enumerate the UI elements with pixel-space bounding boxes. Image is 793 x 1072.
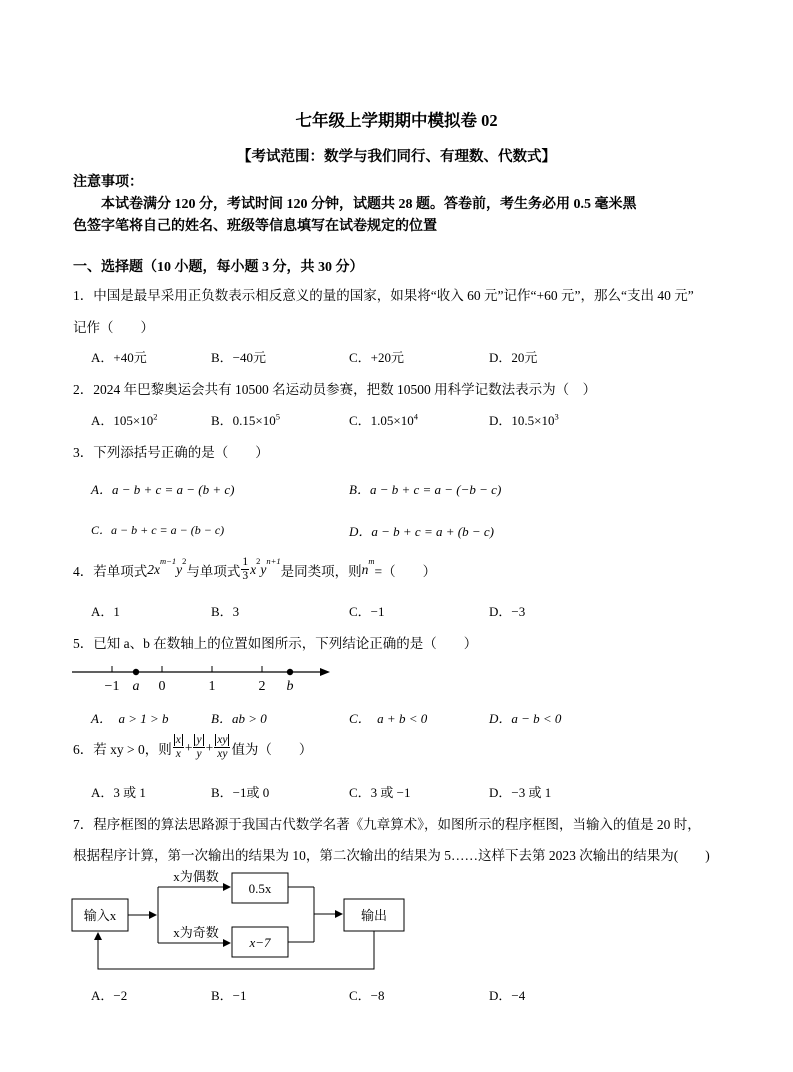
q7-option-c: C．−8 xyxy=(349,988,385,1003)
q5-stem: 5．已知 a、b 在数轴上的位置如图所示，下列结论正确的是（ ） xyxy=(73,636,478,651)
q1-option-b: B．−40元 xyxy=(211,350,267,365)
q3-option-b: B．a − b + c = a − (−b − c) xyxy=(349,482,502,497)
q1-option-c: C．+20元 xyxy=(349,350,405,365)
q7-stem-line-2: 根据程序计算，第一次输出的结果为 10，第二次输出的结果为 5……这样下去第 2023 次输出的结果为( ) xyxy=(73,848,710,863)
tick-label-1: 1 xyxy=(208,679,216,694)
tick-label-2: 2 xyxy=(258,679,266,694)
flow-even-box-label: 0.5x xyxy=(248,881,272,896)
q5-option-d: D．a − b < 0 xyxy=(489,711,562,726)
q4-option-b: B．3 xyxy=(211,604,240,619)
page-title: 七年级上学期期中模拟卷 02 xyxy=(295,111,498,130)
q1-option-d: D．20元 xyxy=(489,350,538,365)
q1-stem-line-1: 1．中国是最早采用正负数表示相反意义的量的国家，如果将“收入 60 元”记作“+60 元”，那么“支出 40 元” xyxy=(73,288,694,303)
q5-option-a: A． a > 1 > b xyxy=(91,711,169,726)
q1-stem-line-2: 记作（ ） xyxy=(73,320,154,335)
label-b: b xyxy=(286,679,294,694)
q5-option-b: B．ab > 0 xyxy=(211,711,267,726)
q6-option-d: D．−3 或 1 xyxy=(489,785,552,800)
q6-option-b: B．−1或 0 xyxy=(211,785,270,800)
label-a: a xyxy=(132,679,140,694)
q2-option-b: B．$0.15\times 10^5$ xyxy=(211,411,281,428)
q7-option-b: B．−1 xyxy=(211,988,247,1003)
exam-scope: 【考试范围：数学与我们同行、有理数、代数式】 xyxy=(237,149,556,165)
flow-odd-label: x为奇数 xyxy=(173,925,219,940)
number-line-arrow xyxy=(320,668,330,676)
tick-label-neg1: −1 xyxy=(104,679,120,694)
flow-input-label: 输入x xyxy=(83,908,117,923)
q7-option-a: A．−2 xyxy=(91,988,128,1003)
q3-stem: 3．下列添括号正确的是（ ） xyxy=(73,445,269,460)
q4-stem: 4．若单项式 2x $^{m-1}$ y $^2$ 与单项式 $\frac{1}{3}$ x $^2$ y $^{n+1}$ 是同类项，则 n $^m$ =（ ） xyxy=(73,556,437,582)
q7-stem-line-1: 7．程序框图的算法思路源于我国古代数学名著《九章算术》，如图所示的程序框图，当输入的值是 20 时， xyxy=(73,817,701,832)
q4-option-d: D．−3 xyxy=(489,604,526,619)
q3-option-d: D．a − b + c = a + (b − c) xyxy=(349,524,494,539)
notice-heading: 注意事项： xyxy=(73,175,143,190)
q6-option-c: C．3 或 −1 xyxy=(349,785,411,800)
q2-option-a: A．$105\times 10^2$ xyxy=(91,411,158,428)
q4-option-c: C．−1 xyxy=(349,604,385,619)
point-b xyxy=(287,669,293,675)
q4-option-a: A．1 xyxy=(91,604,120,619)
q6-option-a: A．3 或 1 xyxy=(91,785,146,800)
q6-stem: 6．若 xy > 0，则 $\frac{x}{x}$ + $\frac{y}{y}$ + $\frac{xy}{xy}$ 值为（ ） xyxy=(73,734,313,760)
q3-option-a: A．a − b + c = a − (b + c) xyxy=(91,482,235,497)
flow-output-label: 输出 xyxy=(360,908,388,923)
flowchart-figure xyxy=(66,865,426,975)
number-line-figure xyxy=(68,660,338,696)
notice-line-2: 色签字笔将自己的姓名、班级等信息填写在试卷规定的位置 xyxy=(73,219,437,234)
tick-label-0: 0 xyxy=(158,679,166,694)
flow-even-label: x为偶数 xyxy=(173,869,219,884)
notice-line-1: 本试卷满分 120 分，考试时间 120 分钟，试题共 28 题。答卷前，考生务必用 0.5 毫米黑 xyxy=(101,197,637,212)
q3-option-c: C．a − b + c = a − (b − c) xyxy=(91,523,225,537)
q7-option-d: D．−4 xyxy=(489,988,526,1003)
flow-odd-box-label: x−7 xyxy=(249,935,271,950)
q2-option-d: D．$10.5\times 10^3$ xyxy=(489,411,559,428)
q5-option-c: C． a + b < 0 xyxy=(349,711,428,726)
q1-option-a: A．+40元 xyxy=(91,350,147,365)
section-heading: 一、选择题（10 小题，每小题 3 分，共 30 分） xyxy=(73,260,364,275)
point-a xyxy=(133,669,139,675)
q2-option-c: C．$1.05\times 10^4$ xyxy=(349,411,419,428)
q2-stem: 2．2024 年巴黎奥运会共有 10500 名运动员参赛，把数 10500 用科学记数法表示为（ ） xyxy=(73,382,597,397)
